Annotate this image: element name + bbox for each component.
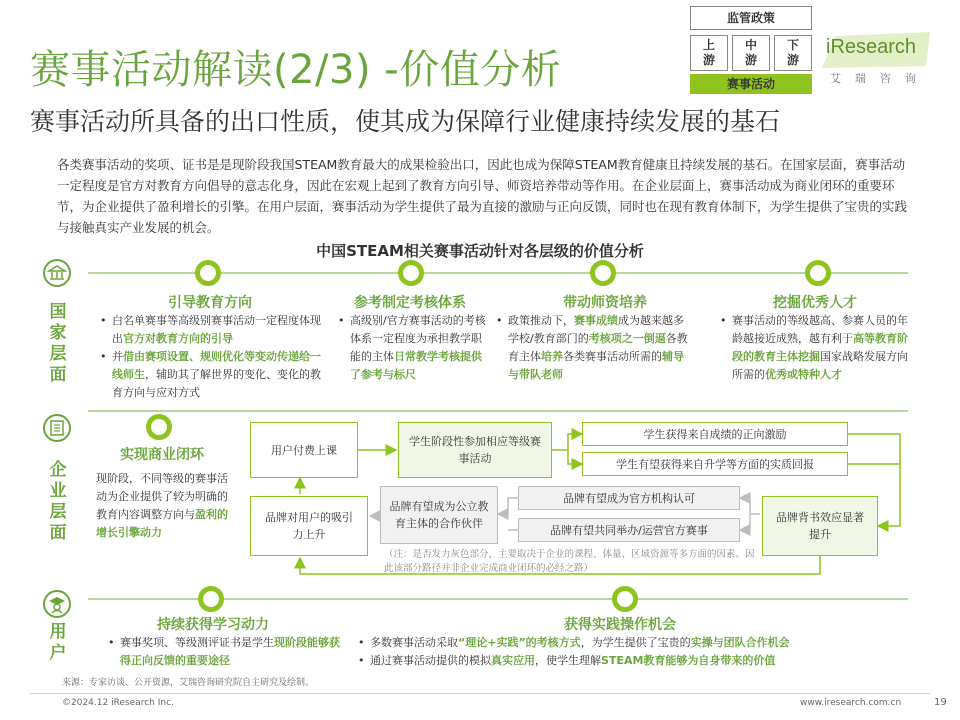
flow-box-brand-endorsement: 品牌背书效应显著提升 (762, 496, 878, 556)
logo-subtitle: 艾瑞咨询 (830, 72, 930, 85)
section-nav (690, 6, 812, 94)
national-node-4 (805, 260, 831, 286)
list-item: • 政策推动下，赛事成绩成为越来越多学校/教育部门的考核项之一倒逼各教育主体培养各类赛事活动所需的辅导与带队老师 (494, 312, 694, 384)
nav-item-downstream[interactable]: 下游 (774, 35, 812, 71)
enterprise-description: 现阶段，不同等级的赛事活动为企业提供了较为明确的教育内容调整方向与盈利的增长引擎动力 (96, 472, 228, 539)
flow-box-user-pay: 用户付费上课 (250, 422, 358, 478)
page-subtitle: 赛事活动所具备的出口性质，使其成为保障行业健康持续发展的基石 (30, 107, 781, 136)
user-col1-heading: 持续获得学习动力 (157, 617, 269, 633)
nav-item-regulation[interactable]: 监管政策 (690, 6, 812, 30)
nav-item-upstream[interactable]: 上游 (690, 35, 728, 71)
national-col2-list (336, 312, 486, 384)
footer-divider (30, 693, 930, 694)
flow-box-positive-incentive: 学生获得来自成绩的正向激励 (582, 422, 848, 446)
flow-box-co-host-events: 品牌有望共同举办/运营官方赛事 (518, 518, 740, 542)
user-col2-heading: 获得实践操作机会 (564, 617, 676, 633)
user-node-2 (612, 586, 638, 612)
source-note: 来源：专家访谈、公开资源，艾瑞咨询研究院自主研究及绘制。 (62, 678, 315, 688)
page-title: 赛事活动解读(2/3) -价值分析 (30, 47, 562, 93)
list-item: • 白名单赛事等高级别赛事活动一定程度体现出官方对教育方向的引导 (98, 312, 326, 348)
flow-box-join-competition: 学生阶段性参加相应等级赛事活动 (398, 422, 552, 478)
national-col4-list (718, 312, 914, 384)
level-label-enterprise: 企业层面 (49, 460, 67, 543)
national-node-1 (195, 260, 221, 286)
student-graduate-icon (43, 590, 71, 618)
flow-box-official-recognition: 品牌有望成为官方机构认可 (518, 486, 740, 510)
list-item: • 赛事活动的等级越高、参赛人员的年龄越接近成熟，越有利于高等教育阶段的教育主体挖掘国家战略发展方向所需的优秀或特种人才 (718, 312, 914, 384)
national-node-2 (398, 260, 424, 286)
enterprise-node (146, 414, 172, 440)
national-col3-heading: 带动师资培养 (563, 295, 647, 311)
flow-box-admission-return: 学生有望获得来自升学等方面的实质回报 (582, 452, 848, 476)
national-col3-list (494, 312, 694, 384)
national-col1-list (98, 312, 326, 402)
flow-box-brand-attraction: 品牌对用户的吸引力上升 (250, 496, 368, 556)
flow-note: （注：是否发力灰色部分，主要取决于企业的课程、体量、区域资源等多方面的因素。因此该部分路径并非企业完成商业闭环的必经之路） (384, 549, 755, 574)
enterprise-divider (88, 410, 908, 412)
list-item: • 并借由赛项设置、规则优化等变动传递给一线师生，辅助其了解世界的变化、变化的教育方向与应对方式 (98, 348, 326, 402)
user-col2-list (356, 634, 916, 670)
nav-item-events-active[interactable]: 赛事活动 (690, 74, 812, 94)
intro-paragraph: 各类赛事活动的奖项、证书是是现阶段我国STEAM教育最大的成果检验出口，因此也成为保障STEAM教育健康且持续发展的基石。在国家层面，赛事活动一定程度是官方对教育方向倡导的意志化身，因此在宏观上起到了教育方向引导、师资培养带动等作用。在企业层面上，赛事活动成为商业闭环的重要环节，为企业提供了盈利增长的引擎。在用户层面，赛事活动为学生提供了最为直接的激励与正向反馈，同时也在现有教育体制下，为学生提供了宝贵的实践与接触真实产业发展的机会。 (57, 157, 908, 235)
national-col4-heading: 挖掘优秀人才 (773, 295, 857, 311)
copyright: ©2024.12 iResearch Inc. (62, 698, 174, 708)
nav-item-midstream[interactable]: 中游 (732, 35, 770, 71)
enterprise-heading: 实现商业闭环 (120, 447, 204, 463)
list-item: • 赛事奖项、等级测评证书是学生现阶段能够获得正向反馈的重要途径 (106, 634, 346, 670)
office-building-icon (43, 414, 71, 442)
user-col1-list (106, 634, 346, 670)
level-label-national: 国家层面 (49, 302, 67, 385)
user-node-1 (198, 586, 224, 612)
footer-url[interactable]: www.iresearch.com.cn (800, 698, 902, 708)
level-label-user: 用户 (49, 622, 67, 663)
list-item: • 多数赛事活动采取“理论+实践”的考核方式，为学生提供了宝贵的实操与团队合作机会 (356, 634, 916, 652)
list-item: • 高级别/官方赛事活动的考核体系一定程度为承担教学职能的主体日常教学考核提供了参考与标尺 (336, 312, 486, 384)
government-building-icon (43, 259, 71, 287)
page-number: 19 (934, 697, 947, 708)
national-col1-heading: 引导教育方向 (168, 295, 252, 311)
logo: iResearch (826, 36, 917, 58)
list-item: • 通过赛事活动提供的模拟真实应用，使学生理解STEAM教育能够为自身带来的价值 (356, 652, 916, 670)
national-col2-heading: 参考制定考核体系 (354, 295, 466, 311)
chart-title: 中国STEAM相关赛事活动针对各层级的价值分析 (316, 242, 644, 260)
national-node-3 (590, 260, 616, 286)
flow-box-public-partner: 品牌有望成为公立教育主体的合作伙伴 (380, 486, 498, 544)
